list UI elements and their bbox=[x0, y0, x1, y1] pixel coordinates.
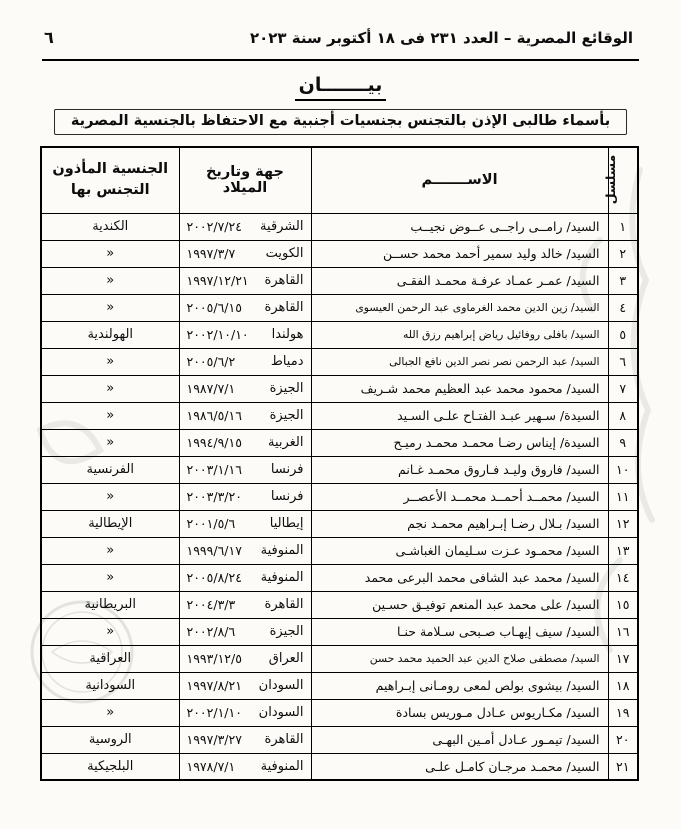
nationality: « bbox=[41, 429, 179, 456]
nationality: « bbox=[41, 618, 179, 645]
birth-date: ٢٠٠٢/١٠/١٠ bbox=[186, 327, 249, 342]
birth-cell bbox=[179, 375, 311, 402]
serial-number: ٣ bbox=[608, 267, 638, 294]
nationality: « bbox=[41, 348, 179, 375]
nationality: « bbox=[41, 483, 179, 510]
person-name: السيد/ بـلال رضـا إبـراهيم محمـد نجم bbox=[311, 510, 608, 537]
person-name: السيد/ مكـاريوس عـادل مـوريس بسادة bbox=[311, 699, 608, 726]
table-row bbox=[41, 456, 638, 483]
person-name: السيد/ محمـد مرجـان كامـل علـى bbox=[311, 753, 608, 780]
person-name: السيد/ عبد الرحمن نصر نصر الدين نافع الجبالى bbox=[311, 348, 608, 375]
serial-number: ٢ bbox=[608, 240, 638, 267]
birth-date: ١٩٩٧/١٢/٢١ bbox=[186, 273, 249, 288]
nationality: العراقية bbox=[41, 645, 179, 672]
statement-subtitle: بأسماء طالبى الإذن بالتجنس بجنسيات أجنبية مع الاحتفاظ بالجنسية المصرية bbox=[54, 109, 627, 135]
birth-place: دمياط bbox=[270, 354, 304, 369]
serial-number: ٩ bbox=[608, 429, 638, 456]
birth-date: ٢٠٠٣/١/١٦ bbox=[186, 462, 242, 477]
table-row bbox=[41, 645, 638, 672]
birth-place: الجيزة bbox=[269, 408, 304, 423]
person-name: السيد/ زين الدين محمد الغرماوى عبد الرحمن العيسوى bbox=[311, 294, 608, 321]
nationality: السودانية bbox=[41, 672, 179, 699]
birth-place: القاهرة bbox=[264, 597, 304, 612]
birth-cell bbox=[179, 213, 311, 240]
table-row bbox=[41, 672, 638, 699]
table-row bbox=[41, 267, 638, 294]
person-name: السيد/ عمـر عمـاد عرفـة محمـد الفقـى bbox=[311, 267, 608, 294]
birth-place: إيطاليا bbox=[269, 516, 304, 531]
serial-number: ١٢ bbox=[608, 510, 638, 537]
person-name: السيد/ محمود محمد عبد العظيم محمد شـريف bbox=[311, 375, 608, 402]
nationality: « bbox=[41, 240, 179, 267]
nationality: « bbox=[41, 294, 179, 321]
serial-number: ١٠ bbox=[608, 456, 638, 483]
birth-cell bbox=[179, 483, 311, 510]
birth-place: المنوفية bbox=[260, 570, 304, 585]
birth-date: ١٩٩٧/٣/٧ bbox=[186, 246, 236, 261]
birth-date: ١٩٩٣/١٢/٥ bbox=[186, 651, 242, 666]
table-row bbox=[41, 294, 638, 321]
serial-number: ١٩ bbox=[608, 699, 638, 726]
person-name: السيد/ محمــد أحمــد محمــد الأعصــر bbox=[311, 483, 608, 510]
table-row bbox=[41, 537, 638, 564]
birth-date: ١٩٩٤/٩/١٥ bbox=[186, 435, 242, 450]
nationality: « bbox=[41, 537, 179, 564]
birth-place: هولندا bbox=[271, 327, 304, 342]
person-name: السيد/ رامــى راجــى عــوض نجيــب bbox=[311, 213, 608, 240]
birth-cell bbox=[179, 240, 311, 267]
birth-place: الجيزة bbox=[269, 381, 304, 396]
person-name: السيد/ خالد وليد سمير أحمد محمد حســن bbox=[311, 240, 608, 267]
person-name: السيد/ بافلى روفائيل رياض إبراهيم رزق الله bbox=[311, 321, 608, 348]
birth-date: ٢٠٠٥/٦/٢ bbox=[186, 354, 236, 369]
statement-title-text: بيـــــــان bbox=[295, 74, 387, 101]
gazette-header bbox=[42, 24, 639, 61]
birth-place: المنوفية bbox=[260, 758, 304, 774]
birth-place: القاهرة bbox=[264, 300, 304, 315]
naturalization-table bbox=[40, 146, 639, 781]
table-row bbox=[41, 240, 638, 267]
birth-date: ٢٠٠٢/٨/٦ bbox=[186, 624, 236, 639]
birth-place: فرنسا bbox=[270, 462, 304, 477]
birth-date: ١٩٩٧/٣/٢٧ bbox=[186, 732, 242, 747]
nationality-header-line2: التجنس بها bbox=[70, 182, 150, 199]
birth-date: ٢٠٠٥/٨/٢٤ bbox=[186, 570, 242, 585]
nationality: الكندية bbox=[41, 213, 179, 240]
person-name: السيد/ فاروق وليـد فـاروق محمـد غـانم bbox=[311, 456, 608, 483]
column-header-birth: جهة وتاريخ الميلاد bbox=[179, 147, 311, 213]
birth-cell bbox=[179, 564, 311, 591]
nationality: « bbox=[41, 402, 179, 429]
birth-cell bbox=[179, 402, 311, 429]
statement-title bbox=[42, 74, 639, 101]
serial-number: ١٤ bbox=[608, 564, 638, 591]
table-row bbox=[41, 726, 638, 753]
birth-date: ٢٠٠٢/١/١٠ bbox=[186, 705, 242, 720]
birth-date: ١٩٧٨/٧/١ bbox=[186, 758, 236, 774]
birth-place: العراق bbox=[268, 651, 304, 666]
birth-date: ٢٠٠٣/٣/٢٠ bbox=[186, 489, 242, 504]
table-row bbox=[41, 753, 638, 780]
birth-cell bbox=[179, 267, 311, 294]
person-name: السيد/ مصطفى صلاح الدين عبد الحميد محمد حسن bbox=[311, 645, 608, 672]
table-row bbox=[41, 375, 638, 402]
birth-place: القاهرة bbox=[264, 273, 304, 288]
nationality: « bbox=[41, 564, 179, 591]
serial-number: ١٨ bbox=[608, 672, 638, 699]
birth-place: فرنسا bbox=[270, 489, 304, 504]
table-row bbox=[41, 591, 638, 618]
person-name: السيد/ تيمـور عـادل أمـين البهـى bbox=[311, 726, 608, 753]
serial-number: ٧ bbox=[608, 375, 638, 402]
person-name: السيد/ محمد عبد الشافى محمد البرعى محمد bbox=[311, 564, 608, 591]
birth-cell bbox=[179, 456, 311, 483]
birth-cell bbox=[179, 591, 311, 618]
birth-place: المنوفية bbox=[260, 543, 304, 558]
serial-header-text: مسلسل bbox=[602, 155, 618, 205]
serial-number: ١٦ bbox=[608, 618, 638, 645]
nationality: البريطانية bbox=[41, 591, 179, 618]
table-row bbox=[41, 699, 638, 726]
birth-cell bbox=[179, 726, 311, 753]
table-row bbox=[41, 510, 638, 537]
birth-cell bbox=[179, 672, 311, 699]
birth-place: الكويت bbox=[265, 246, 304, 261]
page-number: ٦ bbox=[44, 28, 54, 47]
birth-cell bbox=[179, 510, 311, 537]
birth-cell bbox=[179, 429, 311, 456]
nationality: البلجيكية bbox=[41, 753, 179, 780]
birth-date: ١٩٩٩/٦/١٧ bbox=[186, 543, 242, 558]
table-row bbox=[41, 348, 638, 375]
gazette-title: الوقائع المصرية – العدد ٢٣١ فى ١٨ أكتوبر سنة ٢٠٢٣ bbox=[249, 29, 633, 47]
birth-cell bbox=[179, 645, 311, 672]
table-row bbox=[41, 213, 638, 240]
birth-place: الغربية bbox=[267, 435, 304, 450]
table-header-row bbox=[41, 147, 638, 213]
birth-cell bbox=[179, 321, 311, 348]
nationality: الهولندية bbox=[41, 321, 179, 348]
birth-date: ١٩٨٦/٥/١٦ bbox=[186, 408, 242, 423]
serial-number: ١٥ bbox=[608, 591, 638, 618]
person-name: السيد/ محمـود عـزت سـليمان الغباشـى bbox=[311, 537, 608, 564]
table-row bbox=[41, 321, 638, 348]
birth-date: ٢٠٠٥/٦/١٥ bbox=[186, 300, 242, 315]
serial-number: ٥ bbox=[608, 321, 638, 348]
serial-number: ٨ bbox=[608, 402, 638, 429]
column-header-serial bbox=[602, 147, 638, 213]
serial-number: ٢١ bbox=[608, 753, 638, 780]
nationality: « bbox=[41, 267, 179, 294]
birth-cell bbox=[179, 618, 311, 645]
serial-number: ١ bbox=[608, 213, 638, 240]
column-header-name: الاســـــــم bbox=[311, 147, 608, 213]
birth-cell bbox=[179, 537, 311, 564]
table-row bbox=[41, 618, 638, 645]
column-header-nationality bbox=[41, 147, 179, 213]
birth-cell bbox=[179, 348, 311, 375]
birth-place: القاهرة bbox=[264, 732, 304, 747]
nationality: « bbox=[41, 699, 179, 726]
birth-place: الشرقية bbox=[260, 219, 304, 234]
birth-date: ٢٠٠٢/٧/٢٤ bbox=[186, 219, 242, 234]
table-row bbox=[41, 402, 638, 429]
birth-place: السودان bbox=[258, 705, 304, 720]
nationality-header-line1: الجنسية المأذون bbox=[52, 161, 169, 178]
nationality: الفرنسية bbox=[41, 456, 179, 483]
table-row bbox=[41, 483, 638, 510]
serial-number: ١١ bbox=[608, 483, 638, 510]
birth-date: ١٩٨٧/٧/١ bbox=[186, 381, 236, 396]
birth-date: ١٩٩٧/٨/٢١ bbox=[186, 678, 242, 693]
person-name: السيدة/ إيناس رضـا محمـد محمـد رميـح bbox=[311, 429, 608, 456]
birth-cell bbox=[179, 753, 311, 780]
person-name: السيدة/ سـهير عبـد الفتـاح علـى السـيد bbox=[311, 402, 608, 429]
nationality: الإيطالية bbox=[41, 510, 179, 537]
table-row bbox=[41, 429, 638, 456]
serial-number: ١٣ bbox=[608, 537, 638, 564]
serial-number: ١٧ bbox=[608, 645, 638, 672]
person-name: السيد/ سيف إيهـاب صـبحى سـلامة حنـا bbox=[311, 618, 608, 645]
serial-number: ٦ bbox=[608, 348, 638, 375]
serial-number: ٤ bbox=[608, 294, 638, 321]
person-name: السيد/ بيشوى بولص لمعى رومـانى إبـراهيم bbox=[311, 672, 608, 699]
birth-cell bbox=[179, 699, 311, 726]
birth-place: الجيزة bbox=[269, 624, 304, 639]
birth-place: السودان bbox=[258, 678, 304, 693]
person-name: السيد/ على محمد عبد المنعم توفيـق حسـين bbox=[311, 591, 608, 618]
nationality: الروسية bbox=[41, 726, 179, 753]
serial-number: ٢٠ bbox=[608, 726, 638, 753]
birth-date: ٢٠٠١/٥/٦ bbox=[186, 516, 236, 531]
table-row bbox=[41, 564, 638, 591]
birth-date: ٢٠٠٤/٣/٣ bbox=[186, 597, 236, 612]
nationality: « bbox=[41, 375, 179, 402]
birth-cell bbox=[179, 294, 311, 321]
